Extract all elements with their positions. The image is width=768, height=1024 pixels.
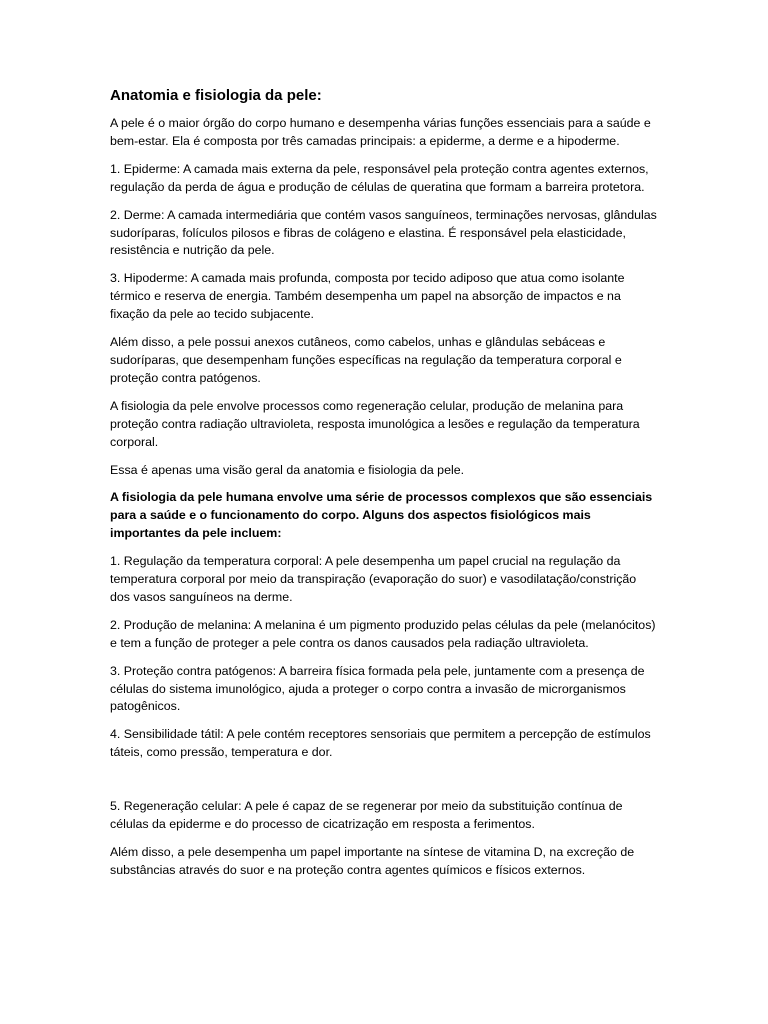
annexes-paragraph: Além disso, a pele possui anexos cutâneos, como cabelos, unhas e glândulas sebáceas e sudoríparas, que desempenham funções específicas na regulação da temperatura corporal e proteção contra patógenos. — [110, 335, 622, 385]
document-page — [110, 86, 658, 890]
blank-gap — [110, 772, 658, 798]
layer-epiderme-paragraph: 1. Epiderme: A camada mais externa da pele, responsável pela proteção contra agentes externos, regulação da perda de água e produção de células de queratina que formam a barreira protetora. — [110, 161, 649, 194]
layer-derme-paragraph: 2. Derme: A camada intermediária que contém vasos sanguíneos, terminações nervosas, glândulas sudoríparas, folículos pilosos e fibras de colágeno e elastina. É responsável pela elasticidade, resistência e nutrição da pele. — [110, 207, 657, 258]
aspect-regeneracao-paragraph: 5. Regeneração celular: A pele é capaz de se regenerar por meio da substituição contínua de células da epiderme e do processo de cicatrização em resposta a ferimentos. — [110, 799, 623, 832]
layer-hipoderme-paragraph: 3. Hipoderme: A camada mais profunda, composta por tecido adiposo que atua como isolante térmico e reserva de energia. Também desempenha um papel na absorção de impactos e na fixação da pele ao tecido subjacente. — [110, 271, 625, 322]
aspect-patogenos-paragraph: 3. Proteção contra patógenos: A barreira física formada pela pele, juntamente com a presença de células do sistema imunológico, ajuda a proteger o corpo contra a invasão de microrganismos patogênicos. — [110, 663, 645, 714]
intro-paragraph: A pele é o maior órgão do corpo humano e desempenha várias funções essenciais para a saúde e bem-estar. Ela é composta por três camadas principais: a epiderme, a derme e a hipoderme. — [110, 116, 651, 148]
bold-intro-paragraph: A fisiologia da pele humana envolve uma série de processos complexos que são essenciais para a saúde e o funcionamento do corpo. Alguns dos aspectos fisiológicos mais importantes da pele incluem: — [110, 490, 653, 541]
aspect-melanina-paragraph: 2. Produção de melanina: A melanina é um pigmento produzido pelas células da pele (melanócitos) e tem a função de proteger a pele contra os danos causados pela radiação ultravioleta. — [110, 617, 656, 650]
document-title: Anatomia e fisiologia da pele: — [110, 87, 322, 104]
overview-paragraph: Essa é apenas uma visão geral da anatomia e fisiologia da pele. — [110, 462, 465, 477]
aspect-sensibilidade-paragraph: 4. Sensibilidade tátil: A pele contém receptores sensoriais que permitem a percepção de estímulos táteis, como pressão, temperatura e dor. — [110, 727, 651, 760]
physiology-paragraph: A fisiologia da pele envolve processos como regeneração celular, produção de melanina para proteção contra radiação ultravioleta, resposta imunológica a lesões e regulação da temperatura corporal. — [110, 398, 640, 449]
closing-paragraph: Além disso, a pele desempenha um papel importante na síntese de vitamina D, na excreção de substâncias através do suor e na proteção contra agentes químicos e físicos externos. — [110, 845, 635, 877]
aspect-temperatura-paragraph: 1. Regulação da temperatura corporal: A pele desempenha um papel crucial na regulação da temperatura corporal por meio da transpiração (evaporação do suor) e vasodilatação/constrição dos vasos sanguíneos na derme. — [110, 554, 637, 604]
